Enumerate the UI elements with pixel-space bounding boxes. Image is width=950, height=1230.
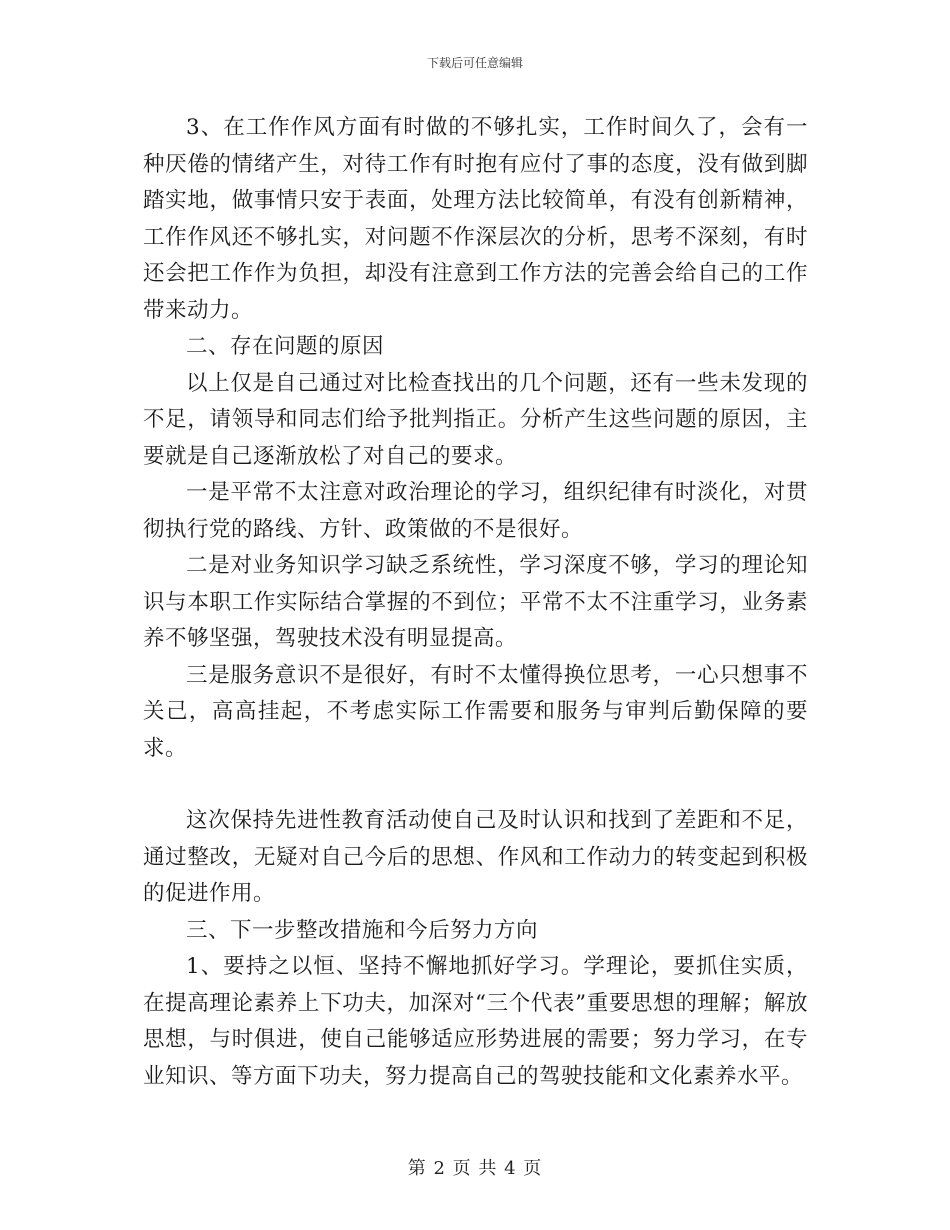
section-heading-causes: 二、存在问题的原因: [186, 334, 385, 359]
paragraph-work-style: 3、在工作作风方面有时做的不够扎实，工作时间久了，会有一种厌倦的情绪产生，对待工作有时抱有应付了事的态度，没有做到脚踏实地，做事情只安于表面，处理方法比较简单，有没有创新精神，工作作风还不够扎实，对问题不作深层次的分析，思考不深刻，有时还会把工作作为负担，却没有注意到工作方法的完善会给自己的工作带来动力。: [143, 115, 808, 323]
document-body: [143, 110, 808, 1095]
section-heading-measures: 三、下一步整改措施和今后努力方向: [186, 917, 539, 943]
page-header-note: 下载后可任意编辑: [426, 56, 523, 70]
paragraph-education-summary: 这次保持先进性教育活动使自己及时认识和找到了差距和不足，通过整改，无疑对自己今后的思想、作风和工作动力的转变起到积极的促进作用。: [143, 808, 808, 906]
paragraph-cause-three: 三是服务意识不是很好，有时不太懂得换位思考，一心只想事不关己，高高挂起，不考虑实际工作需要和服务与审判后勤保障的要求。: [143, 662, 808, 761]
page-number: 第 2 页 共 4 页: [407, 1158, 543, 1179]
paragraph-cause-two: 二是对业务知识学习缺乏系统性，学习深度不够，学习的理论知识与本职工作实际结合掌握的不到位；平常不太不注重学习，业务素养不够坚强，驾驶技术没有明显提高。: [143, 553, 808, 651]
paragraph-causes-intro: 以上仅是自己通过对比检查找出的几个问题，还有一些未发现的不足，请领导和同志们给予批判指正。分析产生这些问题的原因，主要就是自己逐渐放松了对自己的要求。: [143, 370, 808, 469]
paragraph-cause-one: 一是平常不太注意对政治理论的学习，组织纪律有时淡化，对贯彻执行党的路线、方针、政策做的不是很好。: [143, 480, 808, 542]
paragraph-measure-one: 1、要持之以恒、坚持不懈地抓好学习。学理论，要抓住实质，在提高理论素养上下功夫，加深对“三个代表”重要思想的理解；解放思想，与时俱进，使自己能够适应形势进展的需要；努力学习，在专业知识、等方面下功夫，努力提高自己的驾驶技能和文化素养水平。: [143, 954, 808, 1089]
